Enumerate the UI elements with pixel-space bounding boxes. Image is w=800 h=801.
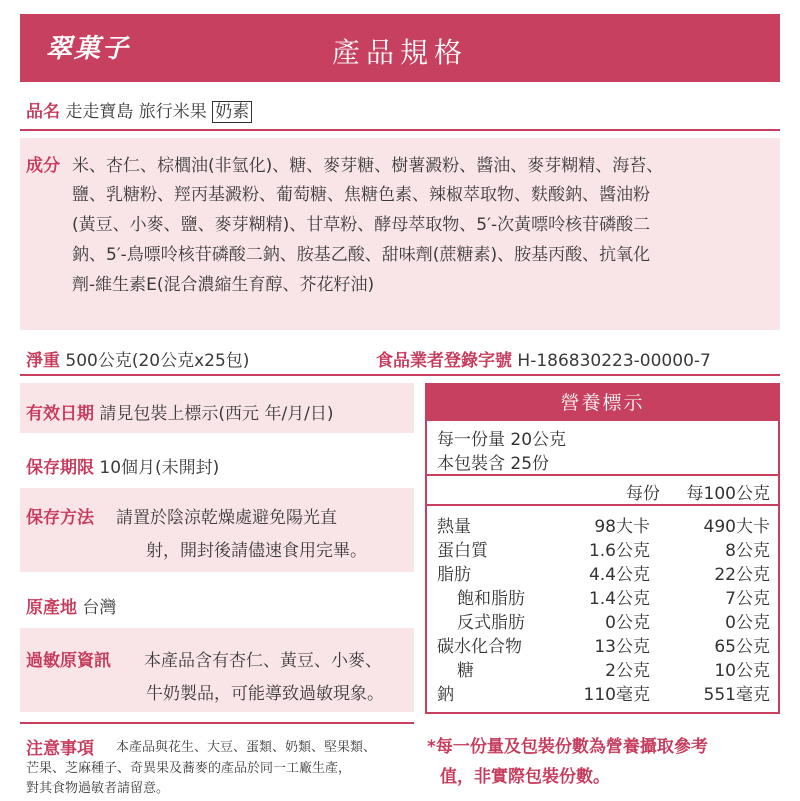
nutrient-per-serving: 4.4公克 xyxy=(588,565,650,585)
origin-row xyxy=(26,593,116,618)
nutrient-name: 蛋白質 xyxy=(437,541,488,561)
column-per-serving: 每份 xyxy=(626,484,660,504)
divider xyxy=(427,474,778,476)
notes-line-3: 對其食物過敏者請留意。 xyxy=(26,781,170,796)
vegetarian-badge: 奶素 xyxy=(212,101,252,123)
origin-value: 台灣 xyxy=(82,598,117,618)
origin-label: 原產地 xyxy=(26,598,77,618)
nutrient-per-serving: 1.4公克 xyxy=(588,589,650,609)
nutrient-per-serving: 0公克 xyxy=(605,613,650,633)
nutrient-per-serving: 98大卡 xyxy=(594,517,650,537)
allergen-line-1: 本產品含有杏仁、黃豆、小麥、 xyxy=(144,651,382,671)
nutrient-per-serving: 1.6公克 xyxy=(588,541,650,561)
divider xyxy=(20,129,780,131)
registration-value: H-186830223-00000-7 xyxy=(517,351,711,371)
nutrient-per-100g: 490大卡 xyxy=(703,517,770,537)
nutrient-name: 反式脂肪 xyxy=(457,613,525,633)
storage-line-1: 請置於陰涼乾燥處避免陽光直 xyxy=(116,508,337,528)
footnote-line-1: *每一份量及包裝份數為營養攝取參考 xyxy=(427,737,708,757)
nutrient-name: 飽和脂肪 xyxy=(457,589,525,609)
allergen-line-2: 牛奶製品，可能導致過敏現象。 xyxy=(146,684,384,704)
nutrient-name: 熱量 xyxy=(437,517,471,537)
notes-line-2: 芒果、芝麻種子、奇異果及蕎麥的產品於同一工廠生產， xyxy=(26,761,352,776)
notes-line-1: 本產品與花生、大豆、蛋類、奶類、堅果類、 xyxy=(116,740,377,755)
nutrient-per-100g: 7公克 xyxy=(725,589,770,609)
serving-size: 每一份量 20公克 xyxy=(437,430,567,450)
storage-line-2: 射，開封後請儘速食用完畢。 xyxy=(146,541,367,561)
divider xyxy=(20,722,414,724)
nutrition-table xyxy=(425,383,780,714)
nutrient-per-100g: 8公克 xyxy=(725,541,770,561)
nutrient-per-serving: 2公克 xyxy=(605,661,650,681)
nutrient-per-serving: 13公克 xyxy=(594,637,650,657)
expiry-value: 請見包裝上標示(西元 年/月/日) xyxy=(99,404,334,424)
ingredients-line-2: 鹽、乳糖粉、羥丙基澱粉、葡萄糖、焦糖色素、辣椒萃取物、麩酸鈉、醬油粉 xyxy=(72,185,650,205)
product-name-value: 走走寶島 旅行米果 xyxy=(65,102,207,122)
ingredients-label: 成分 xyxy=(26,156,60,176)
ingredients-line-1: 米、杏仁、棕櫚油(非氫化)、糖、麥芽糖、樹薯澱粉、醬油、麥芽糊精、海苔、 xyxy=(72,156,664,176)
nutrient-name: 糖 xyxy=(457,661,474,681)
expiry-row xyxy=(26,399,334,424)
brand-logo: 翠菓子 xyxy=(46,34,131,64)
nutrient-name: 鈉 xyxy=(437,685,454,705)
nutrient-per-serving: 110毫克 xyxy=(583,685,650,705)
ingredients-line-4: 鈉、5′-鳥嘌呤核苷磷酸二鈉、胺基乙酸、甜味劑(蔗糖素)、胺基丙酸、抗氧化 xyxy=(72,245,651,265)
nutrient-per-100g: 551毫克 xyxy=(703,685,770,705)
page-title: 產品規格 xyxy=(331,36,468,69)
nutrition-title: 營養標示 xyxy=(427,385,778,421)
ingredients-line-5: 劑-維生素E(混合濃縮生育醇、芥花籽油) xyxy=(72,275,375,295)
product-name-label: 品名 xyxy=(26,102,60,122)
notes-label: 注意事項 xyxy=(26,739,94,759)
net-weight-value: 500公克(20公克x25包) xyxy=(65,351,250,371)
nutrient-per-100g: 0公克 xyxy=(725,613,770,633)
product-name-row xyxy=(26,97,252,122)
registration-label: 食品業者登錄字號 xyxy=(376,351,512,371)
shelf-life-row xyxy=(26,453,219,478)
header-banner xyxy=(20,14,780,82)
footnote-line-2: 值，非實際包裝份數。 xyxy=(440,767,610,787)
ingredients-line-3: (黃豆、小麥、鹽、麥芽糊精)、甘草粉、酵母萃取物、5′-次黃嘌呤核苷磷酸二 xyxy=(72,215,651,235)
net-weight-row xyxy=(26,346,249,371)
net-weight-label: 淨重 xyxy=(26,351,60,371)
nutrient-per-100g: 65公克 xyxy=(714,637,770,657)
registration-row xyxy=(376,346,711,371)
allergen-label: 過敏原資訊 xyxy=(26,651,111,671)
nutrient-name: 脂肪 xyxy=(437,565,471,585)
nutrient-per-100g: 22公克 xyxy=(714,565,770,585)
divider xyxy=(427,504,778,506)
servings-per-package: 本包裝含 25份 xyxy=(437,454,550,474)
nutrient-name: 碳水化合物 xyxy=(437,637,522,657)
shelf-life-value: 10個月(未開封) xyxy=(99,458,220,478)
column-per-100g: 每100公克 xyxy=(686,484,770,504)
nutrient-per-100g: 10公克 xyxy=(714,661,770,681)
expiry-label: 有效日期 xyxy=(26,404,94,424)
divider xyxy=(20,374,780,376)
shelf-life-label: 保存期限 xyxy=(26,458,94,478)
storage-label: 保存方法 xyxy=(26,508,94,528)
